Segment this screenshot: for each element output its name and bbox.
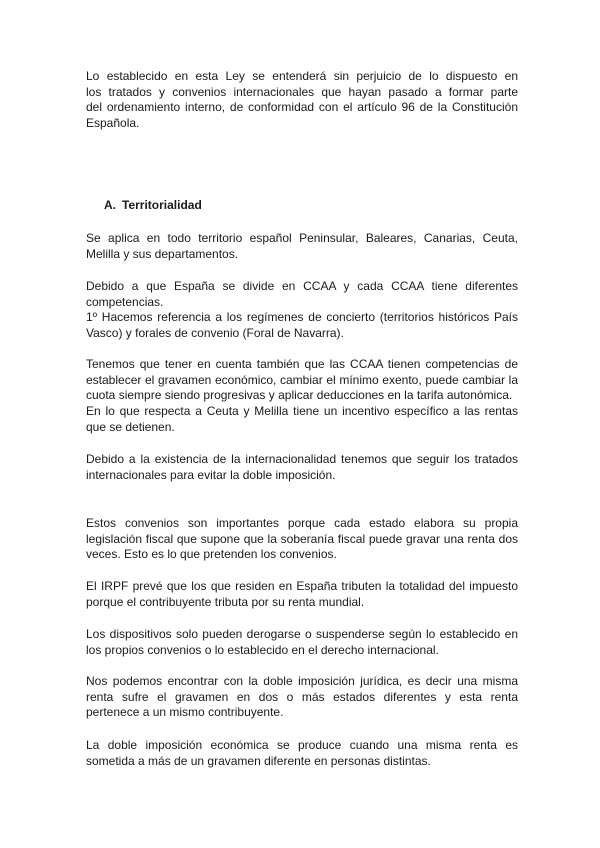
paragraph-competencies xyxy=(86,357,518,404)
text-line: cuota siempre siendo progresivas y aplicar deducciones en la tarifa autonómica. xyxy=(86,388,513,402)
text-line: pertenece a un mismo contribuyente. xyxy=(86,705,284,719)
text-line: Los dispositivos solo pueden derogarse o suspenderse según lo establecido en xyxy=(86,627,518,641)
text-line: La doble imposición económica se produce cuando una misma renta es xyxy=(86,738,518,752)
text-line: Española. xyxy=(86,115,140,130)
intro-paragraph xyxy=(86,69,518,131)
text-line: los propios convenios o lo establecido en el derecho internacional. xyxy=(86,642,439,657)
text-line: establecer el gravamen económico, cambiar el mínimo exento, puede cambiar la xyxy=(86,372,518,387)
text-line: Debido a la existencia de la internacionalidad tenemos que seguir los tratados xyxy=(86,452,518,466)
text-line: Estos convenios son importantes porque cada estado elabora su propia xyxy=(86,516,518,530)
paragraph-conventions xyxy=(86,516,518,563)
text-line: Debido a que España se divide en CCAA y cada CCAA tiene diferentes xyxy=(86,279,518,293)
text-line: del ordenamiento interno, de conformidad con el artículo 96 de la Constitución xyxy=(86,100,518,114)
section-heading xyxy=(104,198,202,213)
text-line: sometida a más de un gravamen diferente en personas distintas. xyxy=(86,753,431,768)
text-line: porque el contribuyente tributa por su renta mundial. xyxy=(86,594,365,609)
paragraph-economic-double-taxation xyxy=(86,738,518,769)
text-line: legislación fiscal que supone que la soberanía fiscal puede gravar una renta dos xyxy=(86,531,518,546)
text-line: Lo establecido en esta Ley se entenderá sin perjuicio de lo dispuesto en xyxy=(86,69,518,83)
text-line: veces. Esto es lo que pretenden los convenios. xyxy=(86,547,337,561)
paragraph-international xyxy=(86,452,518,483)
section-marker: A. xyxy=(104,198,116,212)
text-line: internacionales para evitar la doble imposición. xyxy=(86,467,336,482)
text-line: los tratados y convenios internacionales que hayan pasado a formar parte xyxy=(86,84,518,99)
section-title: Territorialidad xyxy=(122,198,202,212)
text-line: competencias. xyxy=(86,294,164,309)
paragraph-territory xyxy=(86,231,518,262)
text-line: El IRPF prevé que los que residen en España tributen la totalidad del impuesto xyxy=(86,579,518,593)
paragraph-ccaa xyxy=(86,279,518,310)
text-line: En lo que respecta a Ceuta y Melilla tiene un incentivo específico a las rentas xyxy=(86,404,518,418)
text-line: 1º Hacemos referencia a los regímenes de concierto (territorios históricos País xyxy=(86,310,518,324)
text-line: Tenemos que tener en cuenta también que las CCAA tienen competencias de xyxy=(86,357,518,371)
text-line: Nos podemos encontrar con la doble imposición jurídica, es decir una misma xyxy=(86,674,518,688)
text-line: renta sufre el gravamen en dos o más estados diferentes y esta renta xyxy=(86,689,518,704)
text-line: Vasco) y forales de convenio (Foral de Navarra). xyxy=(86,325,344,340)
paragraph-irpf xyxy=(86,579,518,610)
text-line: Se aplica en todo territorio español Peninsular, Baleares, Canarias, Ceuta, xyxy=(86,231,518,245)
paragraph-regimes xyxy=(86,310,518,341)
paragraph-legal-double-taxation xyxy=(86,674,518,721)
text-line: que se detienen. xyxy=(86,419,175,434)
paragraph-ceuta-melilla xyxy=(86,404,518,435)
paragraph-derogation xyxy=(86,627,518,658)
text-line: Melilla y sus departamentos. xyxy=(86,246,239,261)
